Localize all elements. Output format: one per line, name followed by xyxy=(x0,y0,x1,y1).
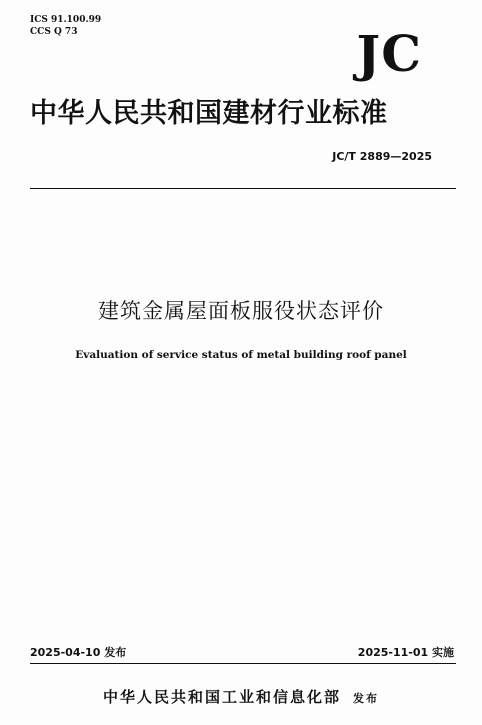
document-title-chinese: 建筑金属屋面板服役状态评价 xyxy=(98,299,384,323)
publisher-name: 中华人民共和国工业和信息化部 xyxy=(102,688,341,706)
ics-code: ICS 91.100.99 xyxy=(30,15,102,25)
publish-label: 发布 xyxy=(353,692,379,705)
top-divider xyxy=(30,188,456,189)
implementation-date: 2025-11-01 实施 xyxy=(357,646,454,659)
bottom-divider xyxy=(30,663,456,664)
document-title-english: Evaluation of service status of metal building roof panel xyxy=(75,349,407,361)
issue-date: 2025-04-10 发布 xyxy=(30,646,127,659)
standard-number: JC/T 2889—2025 xyxy=(332,150,432,163)
publisher-line xyxy=(0,686,482,707)
jc-logo: JC xyxy=(356,24,422,83)
ccs-code: CCS Q 73 xyxy=(30,27,78,37)
classification-codes xyxy=(30,14,101,38)
organization-standard-title: 中华人民共和国建材行业标准 xyxy=(30,98,388,129)
